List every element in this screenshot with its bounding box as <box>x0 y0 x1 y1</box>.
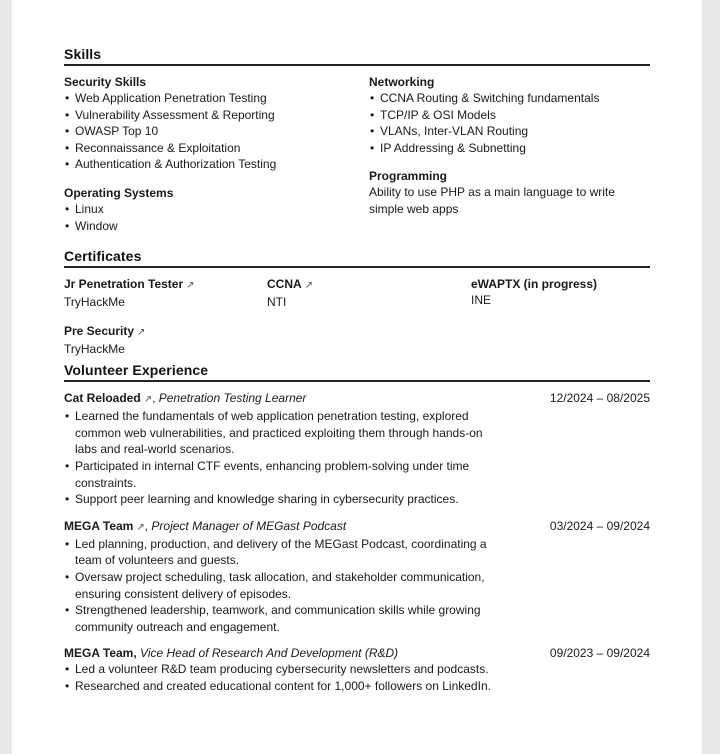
experience-header <box>64 518 650 536</box>
security-skills-title: Security Skills <box>64 75 147 89</box>
external-link-icon[interactable]: ↗ <box>137 327 146 339</box>
experience-bullets <box>64 408 650 508</box>
list-item: • Support peer learning and knowledge sharing in cybersecurity practices. <box>64 491 495 508</box>
organization-name[interactable]: MEGA Team <box>64 518 134 533</box>
certificate-name[interactable]: Pre Security <box>64 324 135 339</box>
security-skills-list <box>64 90 369 173</box>
skills-heading: Skills <box>64 46 650 66</box>
role-title: Vice Head of Research And Development (R&D) <box>140 646 399 661</box>
role-title: Penetration Testing Learner <box>158 391 307 406</box>
experience-title: MEGA Team ↗, Project Manager of MEGast Podcast <box>64 518 347 533</box>
list-item: • Web Application Penetration Testing <box>64 90 369 107</box>
certificates-section <box>64 276 650 356</box>
list-item: • Window <box>64 218 369 235</box>
experience-title: Cat Reloaded ↗, Penetration Testing Learner <box>64 391 307 406</box>
external-link-icon[interactable]: ↗ <box>186 280 195 292</box>
list-item: • Linux <box>64 201 369 218</box>
certificate-name[interactable]: Jr Penetration Tester <box>64 277 184 292</box>
list-item: • Learned the fundamentals of web application penetration testing, explored common web vulnerabilities, and practiced exploiting them through hands-on labs and real-world scenarios. <box>64 408 495 458</box>
role-title: Project Manager of MEGast Podcast <box>151 518 347 533</box>
experience-title <box>64 645 398 661</box>
networking-list <box>369 90 650 156</box>
experience-bullets <box>64 536 650 636</box>
list-item: • Participated in internal CTF events, enhancing problem-solving under time constraints. <box>64 458 495 491</box>
certificates-heading: Certificates <box>64 248 650 268</box>
list-item: • Reconnaissance & Exploitation <box>64 140 369 157</box>
list-item: • Led planning, production, and delivery of the MEGast Podcast, coordinating a team of volunteers and guests. <box>64 536 495 569</box>
skills-left-column <box>64 74 369 234</box>
volunteer-heading: Volunteer Experience <box>64 362 650 382</box>
list-item: • OWASP Top 10 <box>64 123 369 140</box>
list-item: • VLANs, Inter-VLAN Routing <box>369 123 650 140</box>
experience-header <box>64 390 650 408</box>
certificate-item <box>267 276 313 310</box>
resume-content <box>64 46 650 704</box>
skills-right-column <box>369 74 650 234</box>
programming-title: Programming <box>369 169 448 184</box>
certificate-item <box>64 323 145 357</box>
experience-entry <box>64 390 650 508</box>
certificate-item <box>471 276 597 308</box>
date-range: 09/2023 – 09/2024 <box>549 646 650 661</box>
list-item: • CCNA Routing & Switching fundamentals <box>369 90 650 107</box>
certificate-issuer: INE <box>471 293 492 308</box>
list-item: • TCP/IP & OSI Models <box>369 107 650 124</box>
list-item: • Oversaw project scheduling, task allocation, and stakeholder communication, ensuring consistent delivery of episodes. <box>64 569 495 602</box>
operating-systems-list <box>64 201 369 234</box>
organization-name: MEGA Team, <box>64 646 137 661</box>
external-link-icon[interactable]: ↗ <box>304 280 314 292</box>
certificate-issuer: TryHackMe <box>64 342 125 357</box>
networking-title: Networking <box>369 75 435 89</box>
experience-entry <box>64 645 650 694</box>
external-link-icon[interactable]: ↗ <box>143 394 153 406</box>
list-item: • Strengthened leadership, teamwork, and communication skills while growing community outreach and engagement. <box>64 602 495 635</box>
skills-section <box>64 74 650 234</box>
experience-entry <box>64 518 650 636</box>
list-item: • Authentication & Authorization Testing <box>64 156 369 173</box>
list-item: • Led a volunteer R&D team producing cybersecurity newsletters and podcasts. <box>64 661 495 678</box>
experience-bullets <box>64 661 650 694</box>
external-link-icon[interactable]: ↗ <box>136 521 145 533</box>
certificate-item <box>64 276 195 310</box>
programming-description: Ability to use PHP as a main language to write simple web apps <box>369 185 615 216</box>
organization-name[interactable]: Cat Reloaded <box>64 391 141 406</box>
date-range: 12/2024 – 08/2025 <box>549 391 650 406</box>
date-range: 03/2024 – 09/2024 <box>549 518 650 533</box>
certificate-issuer: NTI <box>267 295 287 310</box>
operating-systems-title: Operating Systems <box>64 185 174 200</box>
certificate-name[interactable]: CCNA <box>267 277 302 292</box>
list-item: • Researched and created educational content for 1,000+ followers on LinkedIn. <box>64 678 495 695</box>
certificate-issuer: TryHackMe <box>64 295 125 310</box>
resume-page <box>12 0 702 754</box>
list-item: • IP Addressing & Subnetting <box>369 140 650 157</box>
certificate-name: eWAPTX (in progress) <box>471 277 598 292</box>
list-item: • Vulnerability Assessment & Reporting <box>64 107 369 124</box>
experience-header <box>64 645 650 661</box>
